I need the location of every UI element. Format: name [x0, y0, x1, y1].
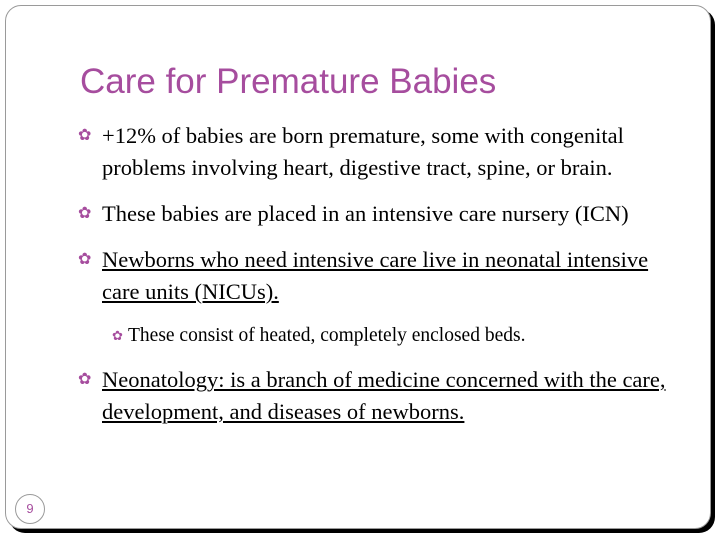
slide-title: Care for Premature Babies [80, 62, 497, 101]
bullet-text: Neonatology: is a branch of medicine concerned with the care, development, and diseases of newborns. [102, 367, 666, 424]
bullet-item-nicu [76, 244, 676, 308]
flower-bullet-icon: ✿ [112, 328, 123, 343]
sub-bullet-item-beds [76, 322, 676, 350]
bullet-item-premature-stats [76, 120, 676, 184]
bullet-item-icn [76, 198, 676, 230]
flower-bullet-icon: ✿ [78, 371, 92, 388]
flower-bullet-icon: ✿ [78, 205, 92, 222]
bullet-text: Newborns who need intensive care live in neonatal intensive care units (NICUs). [102, 247, 649, 304]
bullet-list [76, 120, 676, 428]
page-number: 9 [15, 494, 45, 524]
flower-bullet-icon: ✿ [78, 251, 92, 268]
bullet-text: These babies are placed in an intensive care nursery (ICN) [102, 201, 629, 226]
bullet-item-neonatology [76, 364, 676, 428]
bullet-text: These consist of heated, completely enclosed beds. [128, 325, 526, 346]
bullet-text: +12% of babies are born premature, some with congenital problems involving heart, digestive tract, spine, or brain. [102, 123, 624, 180]
flower-bullet-icon: ✿ [78, 127, 92, 144]
